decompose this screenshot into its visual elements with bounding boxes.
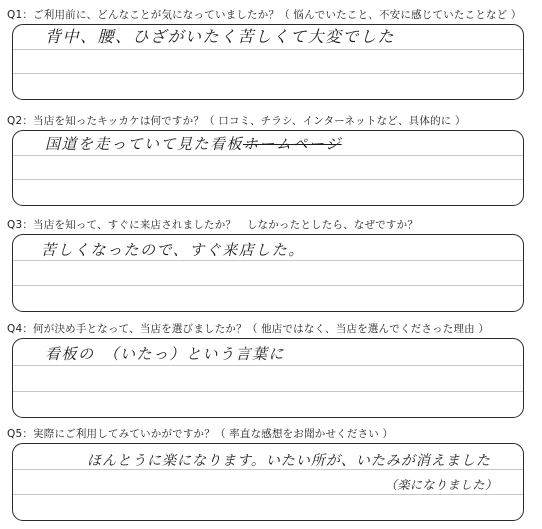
ruled-line (13, 391, 523, 392)
answer-text-2 (45, 135, 342, 153)
answer-text-5-line-2: （楽になりました） (385, 478, 498, 492)
ruled-line (13, 49, 523, 50)
answer-box-1 (12, 24, 524, 100)
answer-text-3: 苦しくなったので、すぐ来店した。 (41, 241, 305, 259)
ruled-line (13, 494, 523, 495)
answer-box-4 (12, 338, 524, 418)
question-label-3: Q3：当店を知って、すぐに来店されましたか？ しなかったとしたら、なぜですか？ (7, 219, 419, 231)
ruled-line (13, 365, 523, 366)
ruled-line (13, 155, 523, 156)
answer-text-2-main: 国道を走っていて見た看板 (45, 135, 244, 153)
ruled-line (13, 179, 523, 180)
answer-box-2 (12, 130, 524, 206)
question-label-5: Q5：実際にご利用してみていかがですか？（ 率直な感想をお聞かせください ） (7, 428, 394, 440)
question-label-4: Q4：何が決め手となって、当店を選びましたか？（ 他店ではなく、当店を選んでくださった理由 ） (7, 323, 490, 335)
answer-text-4: 看板の （いたっ）という言葉に (45, 345, 286, 363)
answer-box-5 (12, 443, 524, 521)
ruled-line (13, 260, 523, 261)
answer-text-2-struck: ホームページ (243, 135, 342, 153)
ruled-line (13, 285, 523, 286)
question-label-2: Q2：当店を知ったキッカケは何ですか？（ 口コミ、チラシ、インターネットなど、具体的に ） (7, 115, 466, 127)
answer-text-1: 背中、腰、ひざがいたく苦しくて大変でした (45, 27, 396, 46)
answer-text-5-line-1: ほんとうに楽になります。いたい所が、いたみが消えました (87, 453, 491, 469)
ruled-line (13, 73, 523, 74)
answer-box-3 (12, 234, 524, 312)
question-label-1: Q1：ご利用前に、どんなことが気になっていましたか？（ 悩んでいたこと、不安に感じていたことなど ） (7, 9, 522, 21)
